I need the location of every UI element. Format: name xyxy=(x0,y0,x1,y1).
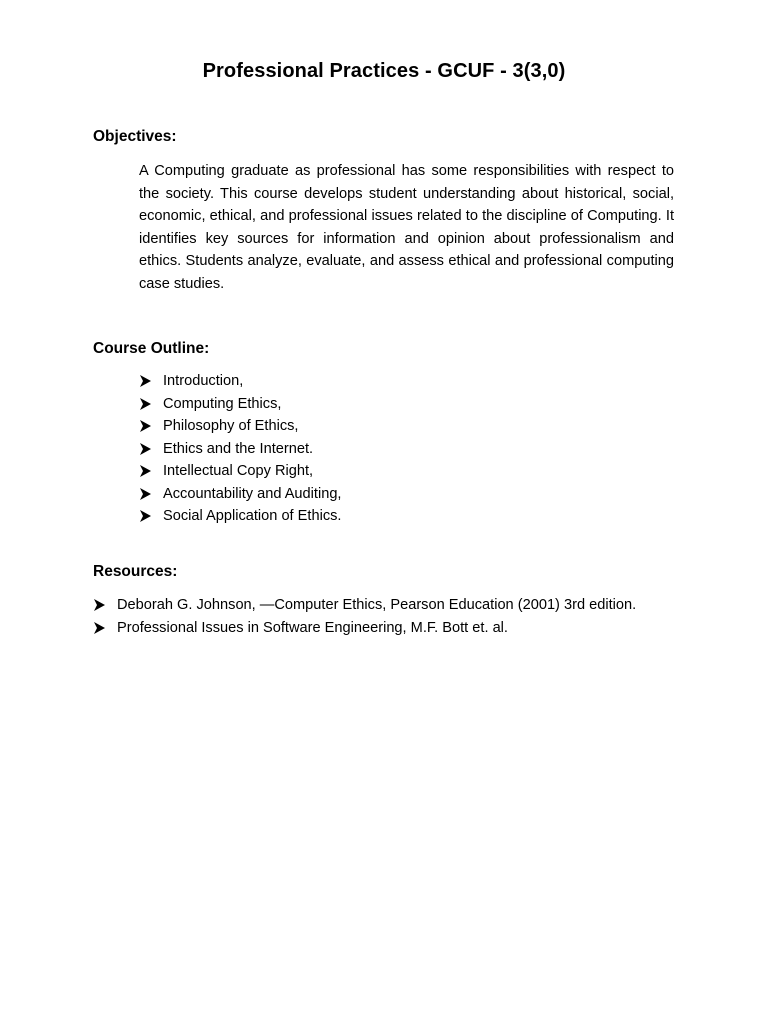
list-item xyxy=(139,415,342,438)
list-item xyxy=(139,460,342,483)
outline-item-text: Ethics and the Internet. xyxy=(163,440,314,457)
arrowhead-bullet-icon xyxy=(139,370,163,387)
outline-item-text: Philosophy of Ethics, xyxy=(163,418,299,434)
course-outline-heading: Course Outline: xyxy=(93,340,210,357)
resources-heading: Resources: xyxy=(93,563,178,580)
outline-item-text: Social Application of Ethics. xyxy=(163,508,342,524)
list-item xyxy=(139,505,342,528)
arrowhead-bullet-icon xyxy=(139,460,163,477)
list-item xyxy=(139,483,342,506)
list-item xyxy=(139,393,342,416)
list-item xyxy=(93,617,653,640)
course-outline-list xyxy=(139,370,342,528)
list-item xyxy=(93,594,653,617)
arrowhead-bullet-icon xyxy=(93,617,117,634)
arrowhead-bullet-icon xyxy=(139,393,163,410)
outline-item-text: Introduction, xyxy=(163,373,244,389)
outline-item-text: Accountability and Auditing, xyxy=(163,485,342,502)
outline-item-text: Computing Ethics, xyxy=(163,395,282,412)
outline-item-text: Intellectual Copy Right, xyxy=(163,463,314,479)
arrowhead-bullet-icon xyxy=(139,438,163,455)
page-title: Professional Practices - GCUF - 3(3,0) xyxy=(202,60,566,82)
resource-item-text: Deborah G. Johnson, —Computer Ethics, Pearson Education (2001) 3rd edition. xyxy=(117,597,637,613)
objectives-paragraph: A Computing graduate as professional has some responsibilities with respect to the society. This course develops student understanding about historical, social, economic, ethical, and professional issues related to the discipline of Computing. It identifies key sources for information and opinion about professionalism and ethics. Students analyze, evaluate, and assess ethical and professional computing case studies. xyxy=(139,163,674,292)
resources-list xyxy=(93,594,653,639)
arrowhead-bullet-icon xyxy=(139,483,163,500)
arrowhead-bullet-icon xyxy=(139,505,163,522)
list-item xyxy=(139,438,342,461)
resource-item-text: Professional Issues in Software Engineering, M.F. Bott et. al. xyxy=(117,619,508,636)
arrowhead-bullet-icon xyxy=(139,415,163,432)
arrowhead-bullet-icon xyxy=(93,594,117,611)
objectives-heading: Objectives: xyxy=(93,128,177,145)
list-item xyxy=(139,370,342,393)
